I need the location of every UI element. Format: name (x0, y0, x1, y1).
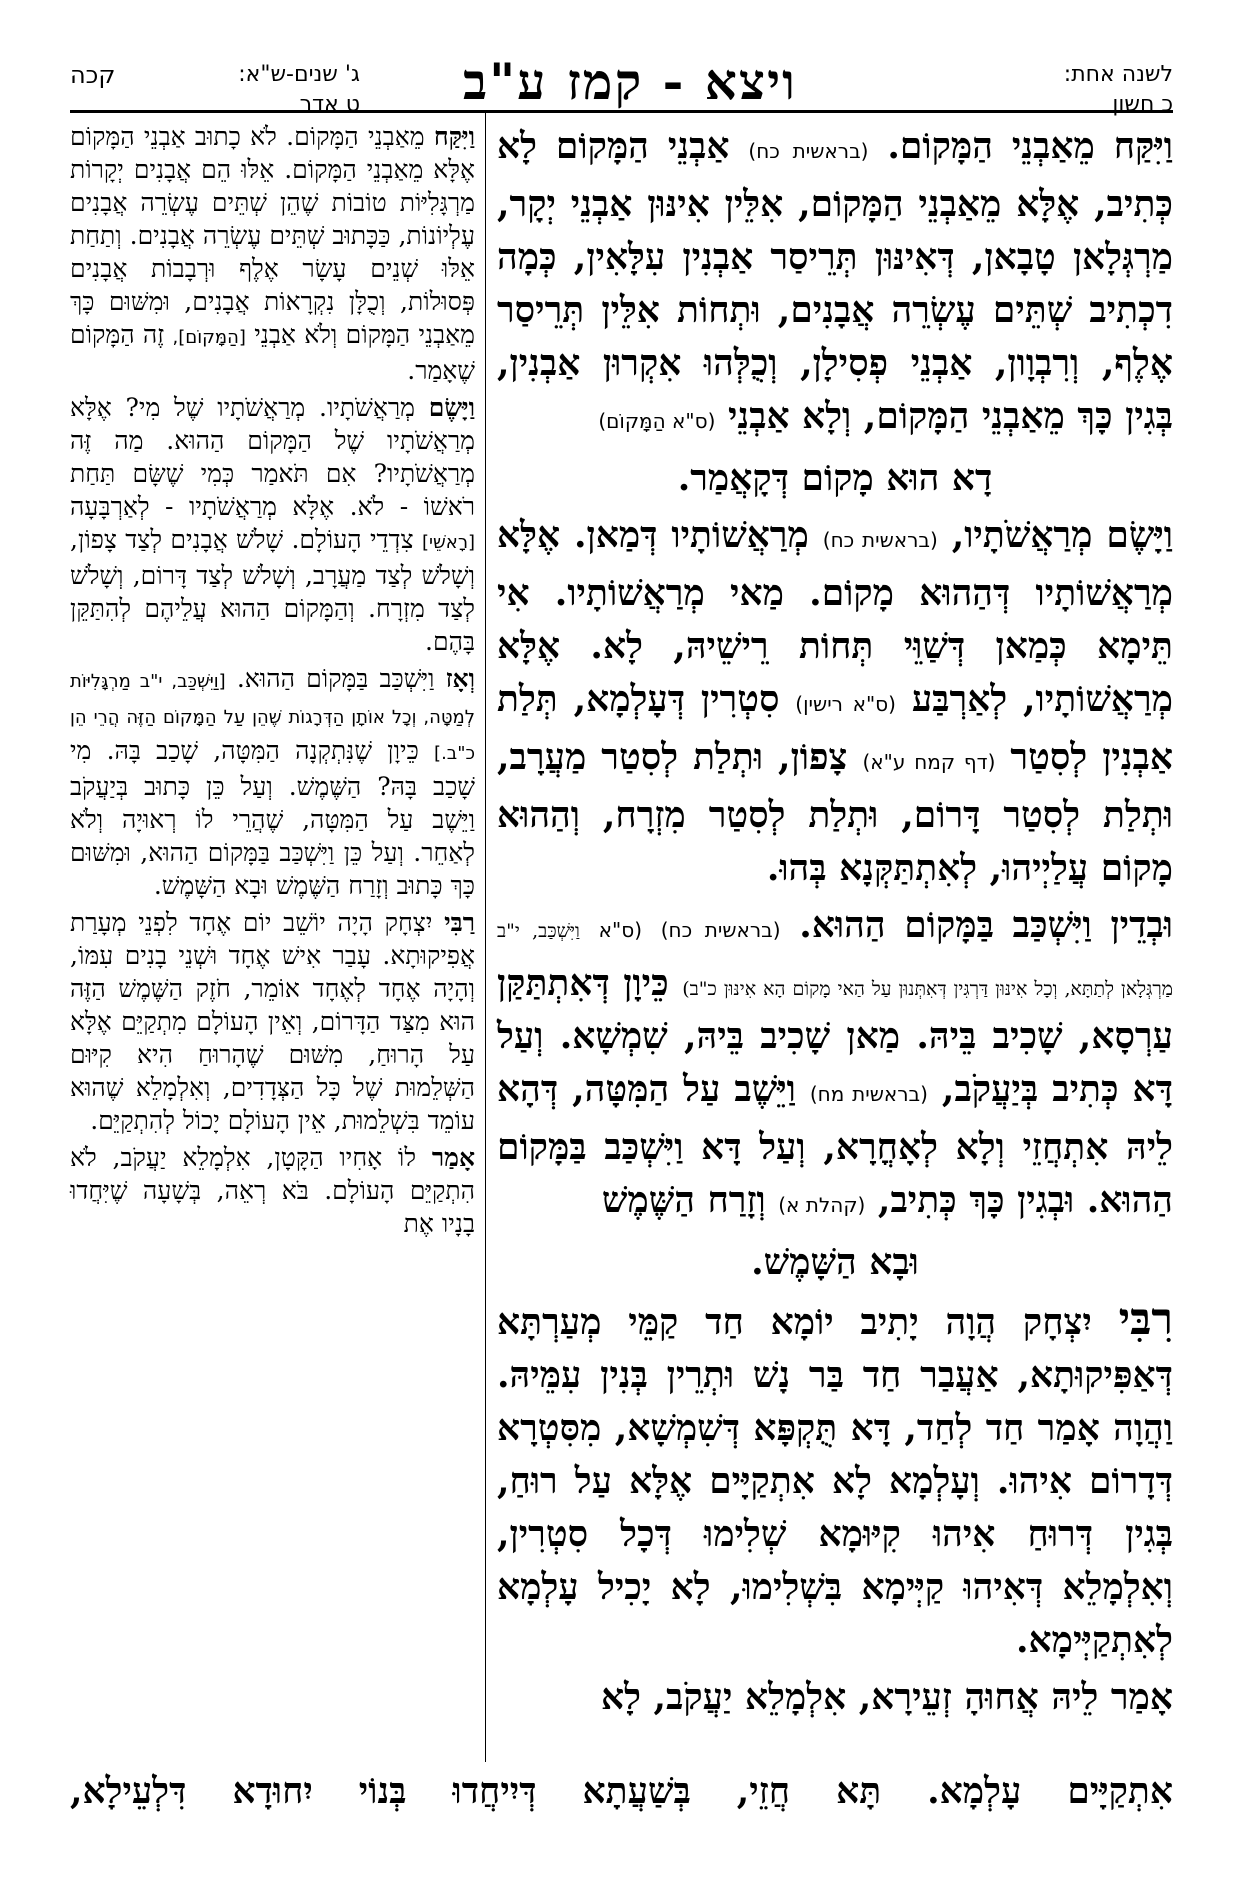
main-paragraph-5 (497, 1671, 1173, 1724)
column-divider (485, 112, 486, 1762)
side-s2-text2: צִדְדֵי הָעוֹלָם. שָׁלֹשׁ אֲבָנִים לְצַד צָפוֹן, וְשָׁלֹשׁ לְצַד מַעֲרָב, וְשָׁלֹשׁ לְצַד דָּרוֹם, וְשָׁלֹשׁ לְצַד מִזְרָח. וְהַמָּקוֹם הַהוּא עֲלֵיהֶם לְהִתַּקֵּן בָּהֶם. (70, 525, 475, 656)
side-s5-text: לוֹ אָחִיו הַקָּטָן, אִלְמָלֵא יַעֲקֹב, לֹא הִתְקַיֵּם הָעוֹלָם. בֹּא רְאֵה, בְּשָׁעָה שֶׁיִּחֲדוּ בָנָיו אֶת (70, 1143, 475, 1238)
header-one-year-date: כ חשון (1112, 92, 1173, 117)
main-p3-text3: וְזָרַח הַשֶּׁמֶשׁ (601, 1179, 766, 1221)
side-s4-text: יִצְחָק הָיָה יוֹשֵׁב יוֹם אֶחָד לִפְנֵי מְעָרַת אֲפִיקוּתָא. עָבַר אִישׁ אֶחָד וּשְׁנֵי בָנִים עִמּוֹ, וְהָיָה אֶחָד לְאֶחָד אוֹמֵר, חֹזֶק הַשֶּׁמֶשׁ הַזֶּה הוּא מִצַּד הַדָּרוֹם, וְאֵין הָעוֹלָם מִתְקַיֵּם אֶלָּא עַל הָרוּחַ, מִשּׁוּם שֶׁהָרוּחַ הִיא קִיּוּם הַשְּׁלֵמוּת שֶׁל כָּל הַצְּדָדִים, וְאִלְמָלֵא שֶׁהוּא עוֹמֵד בִּשְׁלֵמוּת, אֵין הָעוֹלָם יָכוֹל לְהִתְקַיֵּם. (70, 908, 475, 1135)
main-p2-text3: צָפוֹן, וּתְלַת לְסִטַר מַעֲרָב, וּתְלַת לְסִטַר דָּרוֹם, וּתְלַת לְסִטַר מִזְרָח, וְהַהוּא מָקוֹם עֲלַיְיהוּ, לְאִתְתַּקְּנָא בְּהוּ. (497, 736, 1173, 889)
header-one-year-label: לשנה אחת: (1063, 62, 1173, 87)
side-s3-text2: כֵּיוָן שֶׁנִּתְקְנָה הַמִּטָּה, שָׁכַב בָּהּ. מִי שָׁכַב בָּהּ? הַשֶּׁמֶשׁ. וְעַל כֵּן כָּתוּב בְּיַעֲקֹב וַיֵּשֶׁב עַל הַמִּטָּה, שֶׁהֲרֵי לוֹ רְאוּיָה וְלֹא לְאַחֵר. וְעַל כֵּן וַיִּשְׁכַּב בַּמָּקוֹם הַהוּא, וּמִשּׁוּם כָּךְ כָּתוּב וְזָרַח הַשֶּׁמֶשׁ וּבָא הַשָּׁמֶשׁ. (70, 736, 475, 900)
main-p5-lead: אָמַר (1110, 1676, 1173, 1718)
side-s3-text: וַיִּשְׁכַּב בַּמָּקוֹם הַהוּא. (236, 664, 435, 693)
page-number: קכה (70, 61, 116, 89)
main-p4-lead: רִבִּי (1118, 1294, 1173, 1345)
main-p2-ref1: (בראשית כח) (822, 528, 938, 552)
side-s4-lead: רַבִּי (444, 908, 475, 937)
side-column (70, 120, 475, 1244)
side-paragraph-2 (70, 391, 475, 658)
side-s2-ref: [רָאשֵׁי] (421, 532, 475, 553)
main-p1-text: אַבְנֵי הַמָּקוֹם לָא כְּתִיב, אֶלָּא מֵאַבְנֵי הַמָּקוֹם, אִלֵּין אִינּוּן אַבְנֵי יְקָר, מַרְגְּלָאן טָבָאן, דְּאִינּוּן תְּרֵיסַר אַבְנִין עִלָּאִין, כְּמָה דִכְתִיב שְׁתֵּים עֶשְׂרֵה אֲבָנִים, וּתְחוֹת אִלֵּין תְּרֵיסַר אֶלֶף, וְרִבְוָון, אַבְנֵי פְסִילָן, וְכֻלְּהוּ אִקְרוּן אַבְנִין, בְּגִין כָּךְ מֵאַבְנֵי הַמָּקוֹם, וְלָא אַבְנֵי (497, 125, 1173, 437)
main-p3-ref1: (בראשית כח) (660, 918, 781, 942)
main-column (497, 120, 1173, 1728)
main-paragraph-4 (497, 1293, 1173, 1667)
main-paragraph-1 (497, 120, 1173, 448)
side-paragraph-4 (70, 906, 475, 1137)
side-paragraph-3 (70, 662, 475, 902)
main-p3-ref2: (ס"א (598, 918, 642, 942)
main-p2-text2: סִטְרִין דְּעָלְמָא, תְּלַת אַבְנִין לְסִטַר (497, 678, 1173, 778)
main-paragraph-2 (497, 509, 1173, 895)
main-p2-ref3: (דף קמח ע"א) (862, 750, 996, 774)
side-s5-lead: אָמַר (431, 1143, 475, 1172)
side-s3-lead: וְאָז (445, 664, 475, 693)
main-p3-text2: וַיֵּשֶׁב עַל הַמִּטָּה, דְּהָא לֵיהּ אִתְחֲזֵי וְלָא לְאָחֳרָא, וְעַל דָּא וַיִּשְׁכַּב בַּמָּקוֹם הַהוּא. וּבְגִין כָּךְ כְּתִיב, (497, 1068, 1173, 1221)
main-p4-text: יִצְחָק הֲוָה יָתִיב יוֹמָא חַד קַמֵּי מְעַרְתָּא דְּאַפִּיקוּתָא, אַעֲבַר חַד בַּר נָשׁ וּתְרֵין בְּנִין עִמֵּיהּ. וַהֲוָה אָמַר חַד לְחַד, דָּא תֻּקְפָּא דְּשִׁמְשָׁא, מִסִּטְרָא דְּדָרוֹם אִיהוּ. וְעָלְמָא לָא אִתְקַיָּים אֶלָּא עַל רוּחַ, בְּגִין דְּרוּחַ אִיהוּ קִיּוּמָא שְׁלִימוּ דְּכָל סִטְרִין, וְאִלְמָלֵא דְּאִיהוּ קַיְּימָא בִּשְׁלִימוּ, לָא יָכִיל עָלְמָא לְאִתְקַיְּימָא. (497, 1301, 1173, 1661)
header-rule (70, 110, 1173, 113)
side-s1-end: זֶה הַמָּקוֹם שֶׁאָמַר. (70, 320, 475, 385)
header-three-years-label: ג' שנים-ש"א: (238, 62, 360, 87)
main-p2-ref2: (ס"א רישין) (795, 692, 896, 716)
main-p3-text: כֵּיוָן דְּאִתְתַּקַּן עַרְסָא, שָׁכִיב בֵּיהּ. מַאן שָׁכִיב בֵּיהּ, שִׁמְשָׁא. וְעַל דָּא כְּתִיב בְּיַעֲקֹב, (497, 962, 1173, 1110)
main-p1-ref2: (ס"א הַמָּקוֹם) (598, 409, 716, 433)
main-p1-ref1: (בראשית כח) (748, 139, 869, 163)
bottom-line: אִתְקַיָּים עָלְמָא. תָּא חֲזֵי, בְּשַׁעֲתָא דְּיִיחֲדוּ בְּנוֹי יִחוּדָא דִּלְעֵילָא, (70, 1770, 1173, 1812)
main-p3-end: וּבָא הַשָּׁמֶשׁ. (751, 1241, 919, 1283)
main-p3-ref4: (קהלת א) (778, 1193, 866, 1217)
main-p1-end: דָא הוּא מָקוֹם דְּקָאֲמַר. (677, 457, 993, 499)
header-three-years-date: ט אדר (299, 92, 360, 117)
side-s2-text: מְרַאֲשֹׁתָיו. מְרַאֲשֹׁתָיו שֶׁל מִי? אֶלָּא מְרַאֲשֹׁתָיו שֶׁל הַמָּקוֹם הַהוּא. מַה זֶּה מְרַאֲשֹׁתָיו? אִם תֹּאמַר כְּמִי שֶׁשָּׂם תַּחַת רֹאשׁוֹ - לֹא. אֶלָּא מְרַאֲשֹׁתָיו - לְאַרְבָּעָה (70, 393, 475, 521)
side-s1-text: מֵאַבְנֵי הַמָּקוֹם. לֹא כָתוּב אַבְנֵי הַמָּקוֹם אֶלָּא מֵאַבְנֵי הַמָּקוֹם. אֵלּוּ הֵם אֲבָנִים יְקָרוֹת מַרְגָּלִיּוֹת טוֹבוֹת שֶׁהֵן שְׁתֵּים עֶשְׂרֵה אֲבָנִים עֶלְיוֹנוֹת, כַּכָּתוּב שְׁתֵּים עֶשְׂרֵה אֲבָנִים. וְתַחַת אֵלּוּ שְׁנֵים עָשָׂר אֶלֶף וּרְבָבוֹת אֲבָנִים פְּסוּלוֹת, וְכֻלָּן נִקְרָאוֹת אֲבָנִים, וּמִשּׁוּם כָּךְ מֵאַבְנֵי הַמָּקוֹם וְלֹא אַבְנֵי (70, 122, 476, 349)
page-title: ויצא - קמז ע"ב (463, 52, 797, 111)
main-p2-lead: וַיָּשֶׂם מְרַאֲשֹׁתָיו, (951, 514, 1173, 556)
side-s2-lead: וַיָּשֶׂם (428, 393, 475, 422)
main-p3-lead: וּבְדֵין וַיִּשְׁכַּב בַּמָּקוֹם הַהוּא. (799, 904, 1173, 946)
side-s1-lead: וַיִּקַּח (433, 122, 475, 151)
main-paragraph-3 (497, 899, 1173, 1232)
side-paragraph-1 (70, 120, 475, 387)
side-paragraph-5 (70, 1141, 475, 1240)
main-p3-ref3: (בראשית מח) (809, 1082, 928, 1106)
main-p5-text: לֵיהּ אֲחוּהָ זְעֵירָא, אִלְמָלֵא יַעֲקֹב, לָא (600, 1676, 1099, 1718)
main-p2-text: מְרַאֲשׁוֹתָיו דְּמַאן. אֶלָּא מְרַאֲשׁוֹתָיו דְּהַהוּא מָקוֹם. מַאי מְרַאֲשׁוֹתָיו. אִי תֵּימָא כְּמַאן דְּשַׁוֵּי תְּחוֹת רֵישֵׁיהּ, לָא. אֶלָּא מְרַאֲשׁוֹתָיו, לְאַרְבַּע (497, 514, 1173, 720)
main-p3-note: וַיִּשְׁכַּב, י"ב מַרְגְּלָאן לְתַתָּא, וְכָל אִינּוּן דַּרְגִּין דְּאִתְּנוּן עַל הַאי מָקוֹם הָא אִינּוּן כ"ב) (497, 920, 1173, 1000)
side-s3-ref: [וַיִּשְׁכַּב, י"ב מַרְגָּלִיּוֹת לְמַטָּה, וְכָל אוֹתָן הַדְּרָגוֹת שֶׁהֵן עַל הַמָּקוֹם הַזֶּה הֲרֵי הֵן כ"ב.] (70, 671, 475, 764)
main-p1-lead: וַיִּקַּח מֵאַבְנֵי הַמָּקוֹם. (887, 125, 1173, 167)
side-s1-ref: [הַמָּקוֹם], (172, 327, 246, 348)
